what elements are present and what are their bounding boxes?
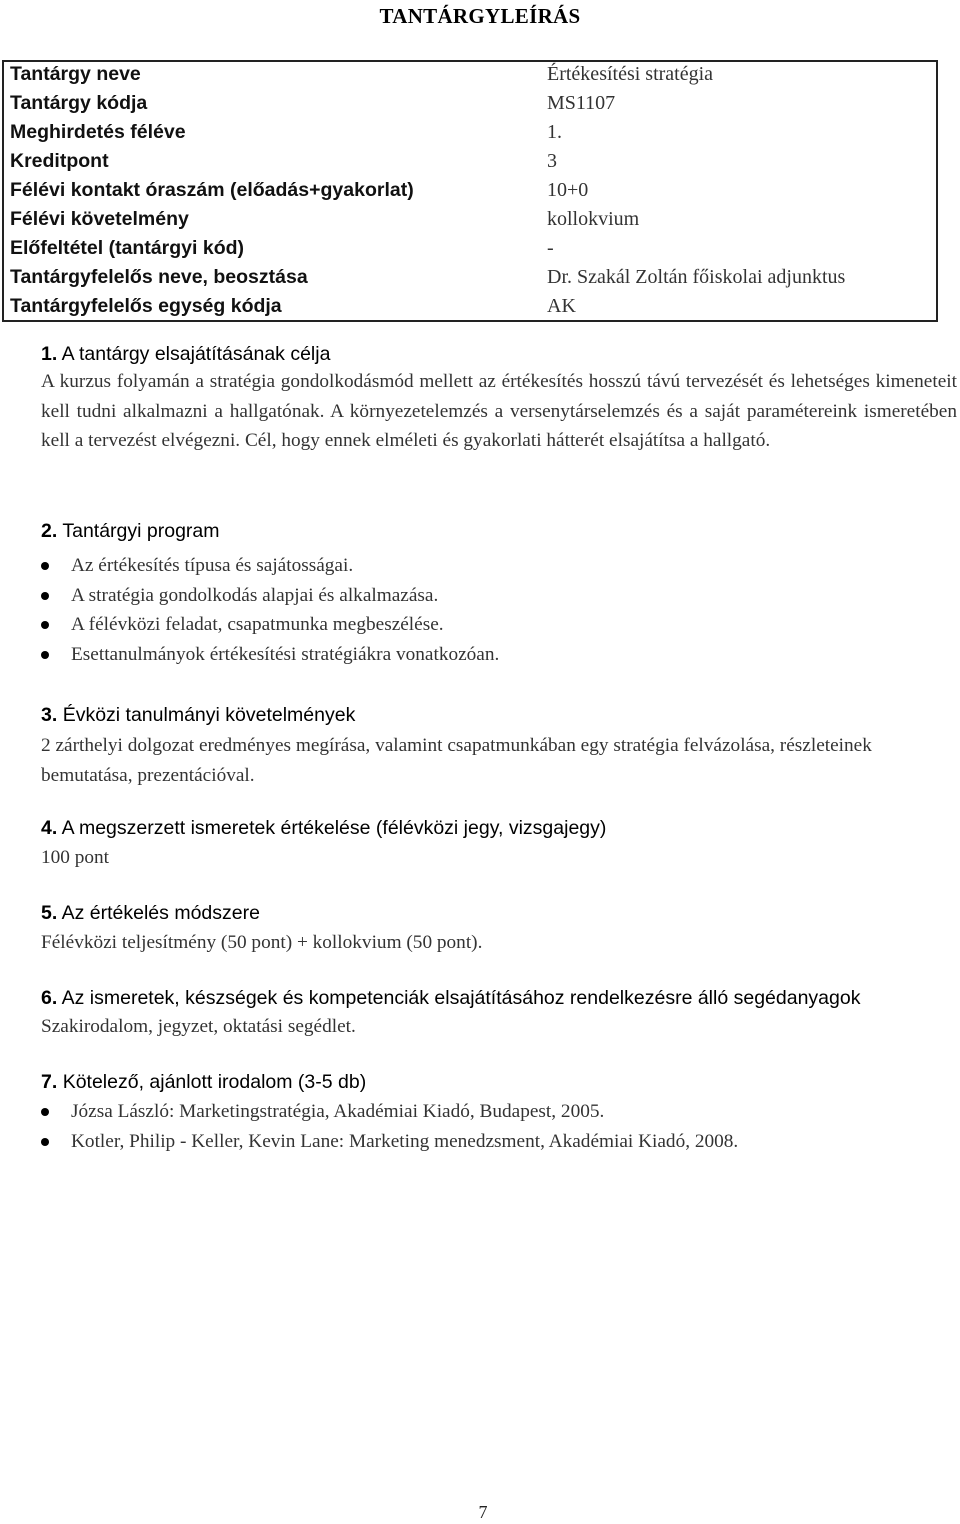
section-number: 7. [41, 1071, 58, 1093]
section-title: A tantárgy elsajátításának célja [61, 343, 331, 365]
section-heading-7 [41, 1071, 366, 1094]
list-item-text: Kotler, Philip - Keller, Kevin Lane: Marketing menedzsment, Akadémiai Kiadó, 2008. [71, 1130, 739, 1152]
section-heading-5 [41, 902, 260, 925]
section-number: 4. [41, 817, 58, 839]
bullet-icon [41, 1138, 49, 1146]
section-text-1: A kurzus folyamán a stratégia gondolkodásmód mellett az értékesítés hosszú távú tervezését és lehetséges kimeneteit kell tudni alkalmazni a hallgatónak. A környezetelemzés a versenytárselemzés és a saját paramétereink ismeretében kell a tervezést elvégezni. Cél, hogy ennek elméleti és gyakorlati hátterét elsajátítsa a hallgató. [41, 371, 957, 451]
literature-list [41, 1097, 941, 1156]
bullet-icon [41, 651, 49, 659]
info-value: MS1107 [547, 92, 616, 114]
list-item [41, 1127, 941, 1157]
info-row-credits [4, 149, 936, 178]
section-heading-3 [41, 704, 355, 727]
section-heading-1 [41, 343, 330, 366]
bullet-icon [41, 621, 49, 629]
list-item-text: Az értékesítés típusa és sajátosságai. [71, 555, 354, 576]
info-row-requirement [4, 207, 936, 236]
list-item-text: Esettanulmányok értékesítési stratégiákra vonatkozóan. [71, 643, 500, 665]
info-label: Félévi kontakt óraszám (előadás+gyakorlat) [10, 179, 414, 201]
list-item-text: A stratégia gondolkodás alapjai és alkalmazása. [71, 584, 439, 606]
section-number: 5. [41, 902, 58, 924]
section-title: Az értékelés módszere [61, 902, 260, 924]
section-text-6: Szakirodalom, jegyzet, oktatási segédlet. [41, 1016, 356, 1037]
bullet-icon [41, 1108, 49, 1116]
section-title: Évközi tanulmányi követelmények [62, 704, 356, 726]
list-item-text: A félévközi feladat, csapatmunka megbeszélése. [71, 614, 444, 635]
page-number: 7 [478, 1502, 488, 1522]
section-title: Tantárgyi program [62, 520, 220, 542]
section-number: 3. [41, 704, 58, 726]
info-label: Tantárgy neve [10, 63, 141, 85]
course-info-table [2, 60, 938, 322]
list-item [41, 551, 941, 581]
info-row-contact-hours [4, 178, 936, 207]
info-row-course-name [4, 62, 936, 91]
info-label: Félévi követelmény [10, 208, 189, 230]
info-value: - [547, 237, 554, 259]
section-text-3: 2 zárthelyi dolgozat eredményes megírása, valamint csapatmunkában egy stratégia felvázolása, részleteinek bemutatása, prezentációval. [41, 735, 872, 786]
bullet-icon [41, 592, 49, 600]
section-title: A megszerzett ismeretek értékelése (félévközi jegy, vizsgajegy) [61, 817, 607, 839]
section-text-4: 100 pont [41, 847, 110, 868]
info-value: kollokvium [547, 208, 640, 230]
info-value: AK [547, 295, 576, 317]
list-item [41, 610, 941, 640]
list-item [41, 581, 941, 611]
list-item-text: Józsa László: Marketingstratégia, Akadémiai Kiadó, Budapest, 2005. [71, 1101, 605, 1122]
list-item [41, 640, 941, 670]
info-label: Tantárgyfelelős egység kódja [10, 295, 282, 317]
info-label: Előfeltétel (tantárgyi kód) [10, 237, 245, 259]
info-row-semester [4, 120, 936, 149]
info-value: Értékesítési stratégia [547, 63, 714, 85]
bullet-icon [41, 562, 49, 570]
section-heading-4 [41, 817, 606, 840]
info-label: Meghirdetés féléve [10, 121, 186, 143]
info-value: 1. [547, 121, 562, 143]
section-title: Az ismeretek, készségek és kompetenciák elsajátításához rendelkezésre álló segédanyagok [61, 987, 861, 1009]
section-text-5: Félévközi teljesítmény (50 pont) + kollokvium (50 pont). [41, 932, 483, 953]
info-value: Dr. Szakál Zoltán főiskolai adjunktus [547, 266, 846, 288]
section-heading-2 [41, 520, 220, 543]
info-value: 3 [547, 150, 557, 172]
section-number: 2. [41, 520, 58, 542]
section-number: 6. [41, 987, 58, 1009]
info-row-responsible [4, 265, 936, 294]
info-label: Tantárgyfelelős neve, beosztása [10, 266, 308, 288]
list-item [41, 1097, 941, 1127]
info-label: Tantárgy kódja [10, 92, 148, 114]
section-title: Kötelező, ajánlott irodalom (3-5 db) [62, 1071, 367, 1093]
info-value: 10+0 [547, 179, 589, 201]
info-label: Kreditpont [10, 150, 109, 172]
section-heading-6 [41, 987, 860, 1010]
document-title: TANTÁRGYLEÍRÁS [379, 4, 581, 28]
info-row-prerequisite [4, 236, 936, 265]
section-number: 1. [41, 343, 58, 365]
info-row-unit-code [4, 294, 936, 323]
info-row-course-code [4, 91, 936, 120]
program-list [41, 551, 941, 669]
